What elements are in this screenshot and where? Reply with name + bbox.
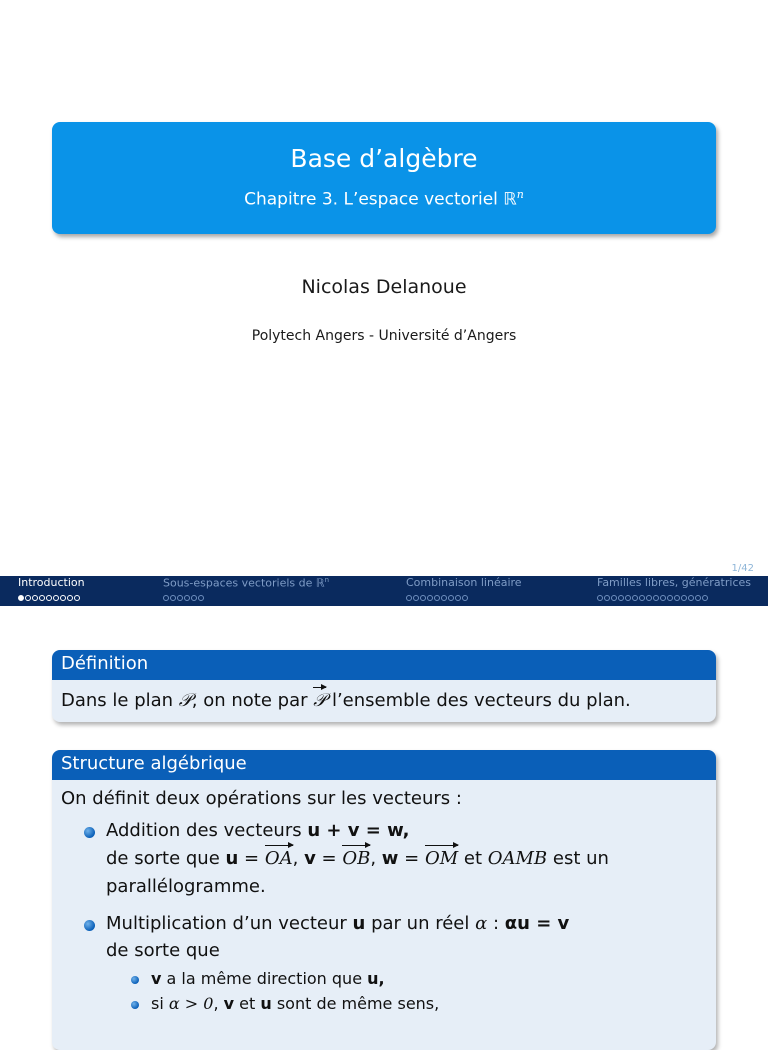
section-navigation-bar: [0, 576, 768, 606]
nav-label[interactable]: Familles libres, génératrices: [597, 576, 751, 589]
title-box: [52, 122, 716, 234]
nav-dot[interactable]: [674, 595, 680, 601]
nav-dots: [18, 592, 81, 601]
nav-dot[interactable]: [653, 595, 659, 601]
sub-bullet-icon: [131, 976, 139, 984]
author-name: Nicolas Delanoue: [301, 276, 467, 298]
structure-block: [52, 750, 716, 1050]
nav-dot[interactable]: [625, 595, 631, 601]
item2-line1: Multiplication d’un vecteur u par un réel α : αu = v: [106, 913, 570, 934]
nav-dot[interactable]: [597, 595, 603, 601]
sub-bullet-icon: [131, 1001, 139, 1009]
structure-body: [52, 780, 716, 1050]
nav-dot[interactable]: [74, 595, 80, 601]
nav-dot[interactable]: [39, 595, 45, 601]
nav-dot[interactable]: [198, 595, 204, 601]
nav-dot[interactable]: [448, 595, 454, 601]
structure-title: Structure algébrique: [52, 750, 716, 780]
item1-line1: Addition des vecteurs u + v = w,: [106, 820, 410, 841]
subtitle-sup: n: [516, 188, 524, 201]
nav-dot[interactable]: [604, 595, 610, 601]
nav-dot[interactable]: [53, 595, 59, 601]
nav-dot[interactable]: [639, 595, 645, 601]
slide-subtitle: [52, 188, 716, 210]
definition-text: Dans le plan 𝒫, on note par 𝒫 l’ensemble des vecteurs du plan.: [61, 690, 631, 711]
definition-body: [52, 680, 716, 722]
nav-dot[interactable]: [695, 595, 701, 601]
item2-line2: de sorte que: [106, 940, 220, 961]
definition-block: [52, 650, 716, 722]
nav-label[interactable]: Combinaison linéaire: [406, 576, 522, 589]
slide-title: Base d’algèbre: [290, 144, 478, 173]
bullet-icon: [84, 920, 95, 931]
nav-dot[interactable]: [618, 595, 624, 601]
nav-dot[interactable]: [646, 595, 652, 601]
nav-dot[interactable]: [413, 595, 419, 601]
sub-item2: si α > 0, v et u sont de même sens,: [151, 994, 440, 1013]
subtitle-text: Chapitre 3. L’espace vectoriel ℝ: [244, 189, 517, 210]
nav-dot[interactable]: [681, 595, 687, 601]
nav-dot[interactable]: [660, 595, 666, 601]
nav-label[interactable]: Sous-espaces vectoriels de ℝ$^n$: [163, 576, 330, 590]
structure-intro: On définit deux opérations sur les vecteurs :: [61, 788, 462, 809]
bullet-icon: [84, 827, 95, 838]
nav-dot[interactable]: [455, 595, 461, 601]
nav-dot[interactable]: [191, 595, 197, 601]
nav-dot[interactable]: [667, 595, 673, 601]
nav-dot[interactable]: [688, 595, 694, 601]
definition-title: Définition: [52, 650, 716, 680]
nav-dot[interactable]: [420, 595, 426, 601]
nav-dots: [406, 592, 469, 601]
nav-dot[interactable]: [434, 595, 440, 601]
nav-dot[interactable]: [632, 595, 638, 601]
nav-dot[interactable]: [46, 595, 52, 601]
nav-dot[interactable]: [67, 595, 73, 601]
institution: Polytech Angers - Université d’Angers: [251, 328, 517, 344]
nav-dot[interactable]: [611, 595, 617, 601]
vector-p: 𝒫: [313, 690, 327, 711]
nav-dot[interactable]: [18, 595, 24, 601]
nav-dot[interactable]: [441, 595, 447, 601]
nav-dot[interactable]: [32, 595, 38, 601]
nav-dot[interactable]: [177, 595, 183, 601]
sub-item1: v a la même direction que u,: [151, 969, 385, 988]
nav-dot[interactable]: [427, 595, 433, 601]
nav-dot[interactable]: [462, 595, 468, 601]
nav-dots: [597, 592, 709, 601]
nav-dot[interactable]: [60, 595, 66, 601]
nav-dot[interactable]: [170, 595, 176, 601]
item1-line2: de sorte que u = OA, v = OB, w = OM et OAMB est un: [106, 848, 609, 869]
nav-dot[interactable]: [184, 595, 190, 601]
nav-dot[interactable]: [163, 595, 169, 601]
item1-line3: parallélogramme.: [106, 876, 266, 897]
nav-label[interactable]: Introduction: [18, 576, 85, 589]
nav-dots: [163, 592, 205, 601]
nav-dot[interactable]: [25, 595, 31, 601]
nav-dot[interactable]: [702, 595, 708, 601]
nav-dot[interactable]: [406, 595, 412, 601]
page-number: 1/42: [731, 563, 754, 574]
